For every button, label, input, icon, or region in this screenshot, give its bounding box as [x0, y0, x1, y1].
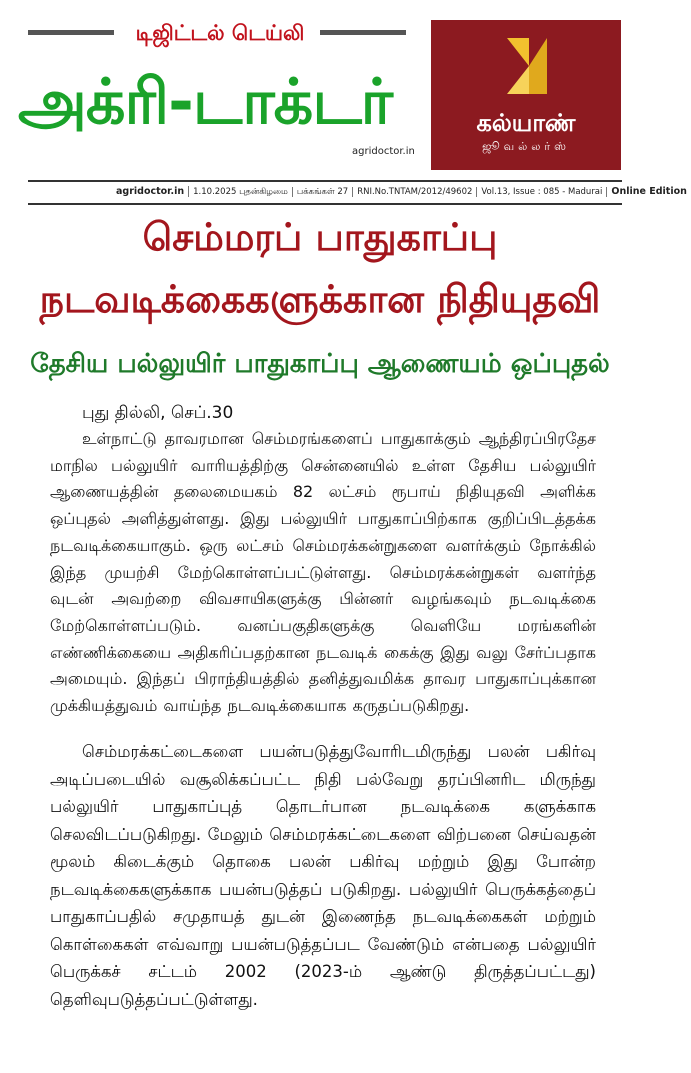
- advertiser-name: கல்யாண்: [476, 109, 576, 137]
- tagline-row: [28, 18, 406, 48]
- info-site: agridoctor.in: [112, 186, 189, 197]
- info-pages: பக்கங்கள் 27: [293, 187, 353, 197]
- tagline-rule-right: [320, 30, 406, 35]
- headline-line-2: நடவடிக்கைகளுக்கான நிதியுதவி: [39, 277, 601, 321]
- info-date: 1.10.2025 புதன்கிழமை: [189, 187, 293, 197]
- masthead-tagline: டிஜிட்டல் டெய்லி: [135, 21, 305, 45]
- masthead: [0, 0, 640, 182]
- info-volume: Vol.13, Issue : 085 - Madurai: [477, 187, 607, 197]
- subheadline: தேசிய பல்லுயிர் பாதுகாப்பு ஆணையம் ஒப்புதல்: [30, 349, 610, 379]
- advertiser-logo: [431, 20, 621, 170]
- masthead-title: அக்ரி-டாக்டர்: [18, 65, 393, 138]
- advertiser-subtitle: ஜூவல்லர்ஸ்: [482, 140, 570, 153]
- info-rni: RNI.No.TNTAM/2012/49602: [353, 187, 477, 197]
- tagline-rule-left: [28, 30, 114, 35]
- edition-info-bar: [112, 182, 687, 202]
- masthead-domain: agridoctor.in: [352, 146, 415, 157]
- info-divider: [28, 203, 622, 205]
- article-paragraph-2: செம்மரக்கட்டைகளை பயன்படுத்துவோரிடமிருந்து பலன் பகிர்வு அடிப்படையில் வசூலிக்கப்பட்ட நிதி பல்வேறு தரப்பினரிட மிருந்து பல்லுயிர் பாதுகாப்புத் தொடர்பான நடவடிக்கை களுக்காக செலவிடப்படுகிறது. மேலும் செம்மரக்கட்டைகளை விற்பனை செய்வதன் மூலம் கிடைக்கும் தொகை பலன் பகிர்வு மற்றும் இது போன்ற நடவடிக்கைகளுக்காக பயன்படுத்தப் படுகிறது. பல்லுயிர் பெருக்கத்தைப் பாதுகாப்பதில் சமுதாயத் துடன் இணைந்த நடவடிக்கைகள் மற்றும் கொள்கைகள் எவ்வாறு பயன்படுத்தப்பட வேண்டும் என்பதை பல்லுயிர் பெருக்கச் சட்டம் 2002 (2023-ம் ஆண்டு திருத்தப்பட்டது) தெளிவுபடுத்தப்பட்டுள்ளது.: [50, 742, 596, 1009]
- info-edition: Online Edition: [611, 186, 687, 197]
- kalyan-emblem-icon: [503, 34, 549, 98]
- headline-line-1: செம்மரப் பாதுகாப்பு: [142, 215, 498, 259]
- dateline: புது தில்லி, செப்.30: [82, 403, 234, 423]
- article-paragraph-1: உள்நாட்டு தாவரமான செம்மரங்களைப் பாதுகாக்கும் ஆந்திரப்பிரதேச மாநில பல்லுயிர் வாரியத்திற்கு சென்னையில் உள்ள தேசிய பல்லுயிர் ஆணையத்தின் தலைமையகம் 82 லட்சம் ரூபாய் நிதியுதவி அளிக்க ஒப்புதல் அளித்துள்ளது. இது பல்லுயிர் பாதுகாப்பிற்காக குறிப்பிடத்தக்க நடவடிக்கையாகும். ஒரு லட்சம் செம்மரக்கன்றுகளை வளர்க்கும் நோக்கில் இந்த முயற்சி மேற்கொள்ளப்பட்டுள்ளது. செம்மரக்கன்றுகள் வளர்ந்த வுடன் அவற்றை விவசாயிகளுக்கு பின்னர் வழங்கவும் நடவடிக்கை மேற்கொள்ளப்படும். வனப்பகுதிகளுக்கு வெளியே மரங்களின் எண்ணிக்கையை அதிகரிப்பதற்கான நடவடிக் கைக்கு இது வலு சேர்ப்பதாக அமையும். இந்தப் பிராந்தியத்தில் தனித்துவமிக்க தாவர பாதுகாப்புக்கான முக்கியத்துவம் வாய்ந்த நடவடிக்கையாக கருதப்படுகிறது.: [50, 429, 596, 716]
